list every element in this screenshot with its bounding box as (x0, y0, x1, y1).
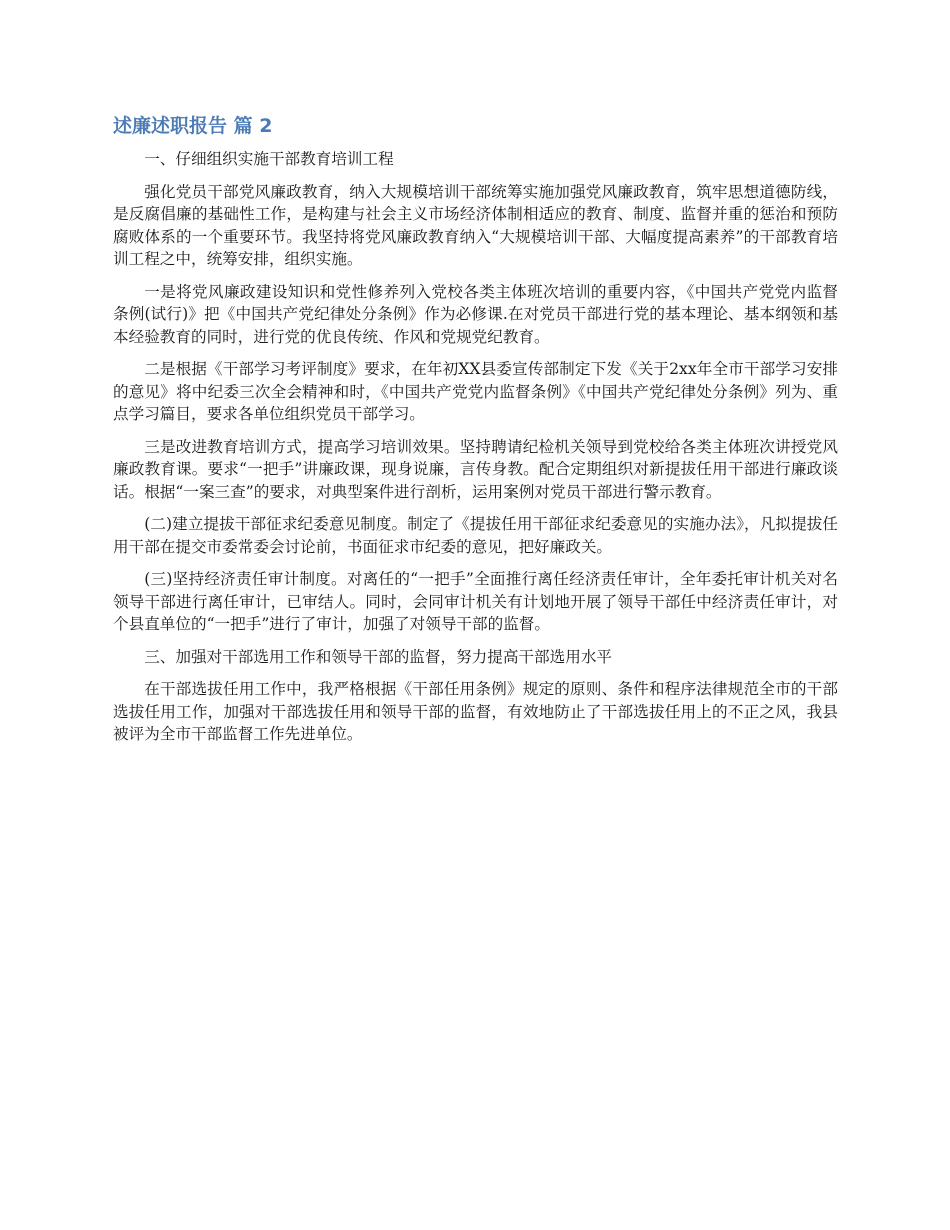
body-paragraph: (三)坚持经济责任审计制度。对离任的“一把手”全面推行离任经济责任审计，全年委托审计机关对名领导干部进行离任审计，已审结人。同时，会同审计机关有计划地开展了领导干部任中经济责任审计，对个县直单位的“一把手”进行了审计，加强了对领导干部的监督。 (113, 570, 838, 633)
section-heading-1: 一、仔细组织实施干部教育培训工程 (144, 150, 394, 168)
body-paragraph: 强化党员干部党风廉政教育，纳入大规模培训干部统筹实施加强党风廉政教育，筑牢思想道德防线，是反腐倡廉的基础性工作，是构建与社会主义市场经济体制相适应的教育、制度、监督并重的惩治和预防腐败体系的一个重要环节。我坚持将党风廉政教育纳入“大规模培训干部、大幅度提高素养”的干部教育培训工程之中，统筹安排，组织实施。 (113, 182, 838, 268)
body-paragraph: 一是将党风廉政建设知识和党性修养列入党校各类主体班次培训的重要内容，《中国共产党党内监督条例(试行)》把《中国共产党纪律处分条例》作为必修课.在对党员干部进行党的基本理论、基本纲领和基本经验教育的同时，进行党的优良传统、作风和党规党纪教育。 (113, 282, 838, 346)
document-title: 述廉述职报告 篇 2 (113, 115, 273, 137)
body-paragraph: 在干部选拔任用工作中，我严格根据《干部任用条例》规定的原则、条件和程序法律规范全市的干部选拔任用工作，加强对干部选拔任用和领导干部的监督，有效地防止了干部选拔任用上的不正之风，我县被评为全市干部监督工作先进单位。 (113, 680, 838, 743)
document-page (113, 112, 838, 756)
body-paragraph: (二)建立提拔干部征求纪委意见制度。制定了《提拔任用干部征求纪委意见的实施办法》，凡拟提拔任用干部在提交市委常委会讨论前，书面征求市纪委的意见，把好廉政关。 (113, 515, 838, 556)
section-heading-3: 三、加强对干部选用工作和领导干部的监督，努力提高干部选用水平 (144, 647, 613, 666)
body-paragraph: 三是改进教育培训方式，提高学习培训效果。坚持聘请纪检机关领导到党校给各类主体班次讲授党风廉政教育课。要求“一把手”讲廉政课，现身说廉，言传身教。配合定期组织对新提拔任用干部进行廉政谈话。根据“一案三查”的要求，对典型案件进行剖析，运用案例对党员干部进行警示教育。 (113, 437, 838, 501)
body-paragraph: 二是根据《干部学习考评制度》要求，在年初XX县委宣传部制定下发《关于2xx年全市干部学习安排的意见》将中纪委三次全会精神和时，《中国共产党党内监督条例》《中国共产党纪律处分条例》列为、重点学习篇目，要求各单位组织党员干部学习。 (113, 360, 838, 423)
